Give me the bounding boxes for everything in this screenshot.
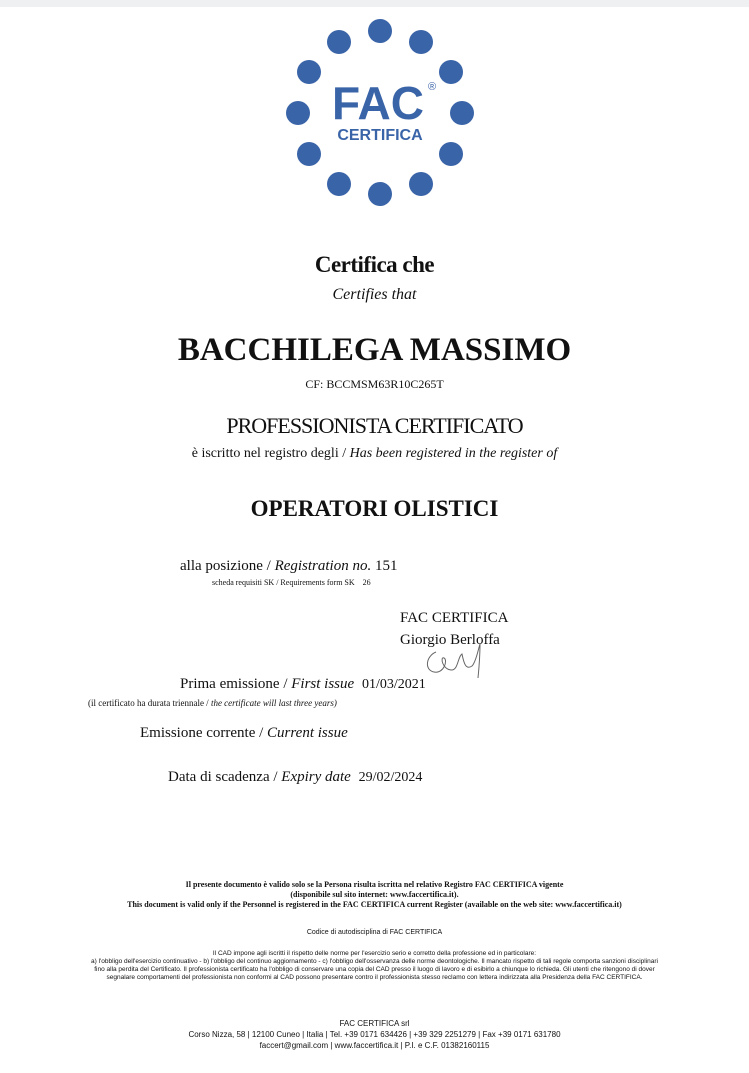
- expiry-label-en: Expiry date: [281, 769, 351, 785]
- registered-en: Has been registered in the register of: [349, 446, 558, 461]
- registration-number: 151: [374, 558, 398, 574]
- fac-certifica-logo: [285, 18, 475, 208]
- heading-en: Certifies that: [332, 286, 417, 303]
- code-line-2: a) l'obbligo dell'esercizio continuativo - b) l'obbligo del continuo aggiornamento - c) l'obbligo dell'osservanza delle norme deontologiche. Il mancato rispetto di tali regole comporta sanzioni disciplinari: [91, 958, 658, 965]
- logo-registered-mark: ®: [427, 81, 437, 93]
- current-issue-label-it: Emissione corrente /: [140, 725, 264, 741]
- code-title: Codice di autodisciplina di FAC CERTIFICA: [306, 929, 443, 936]
- registered-it: è iscritto nel registro degli /: [191, 446, 347, 461]
- expiry-date: 29/02/2024: [358, 770, 423, 785]
- footer-company: FAC CERTIFICA srl: [339, 1019, 410, 1028]
- signatory-name: Giorgio Berloffa: [400, 632, 500, 648]
- registration-label-en: Registration no.: [274, 558, 372, 574]
- person-cf: CF: BCCMSM63R10C265T: [305, 377, 444, 391]
- footer-contacts: faccert@gmail.com | www.faccertifica.it | P.I. e C.F. 01382160115: [259, 1041, 490, 1050]
- registration-line: [180, 558, 397, 575]
- validity-line-2: (disponibile sul sito internet: www.faccertifica.it).: [290, 890, 459, 899]
- sk-label: scheda requisiti SK / Requirements form SK: [212, 578, 355, 587]
- footer-address: Corso Nizza, 58 | 12100 Cuneo | Italia | Tel. +39 0171 634426 | +39 329 2251279 | Fax +39 0171 631780: [188, 1030, 561, 1039]
- expiry-line: [168, 769, 422, 786]
- heading-it: Certifica che: [314, 252, 435, 277]
- signature-scribble: [422, 640, 492, 680]
- status-title: PROFESSIONISTA CERTIFICATO: [226, 413, 523, 438]
- first-issue-date: 01/03/2021: [361, 677, 426, 692]
- validity-line-1: Il presente documento è valido solo se la Persona risulta iscritta nel relativo Registro FAC CERTIFICA vigente: [185, 880, 564, 889]
- signatory-org: FAC CERTIFICA: [400, 610, 509, 626]
- logo-sub: CERTIFICA: [337, 127, 423, 144]
- register-name: OPERATORI OLISTICI: [250, 496, 499, 521]
- code-line-1: Il CAD impone agli iscritti il rispetto delle norme per l'esercizio serio e corretto della professione ed in particolare:: [212, 950, 537, 957]
- person-name: BACCHILEGA MASSIMO: [177, 332, 572, 368]
- code-line-3: fino alla perdita del Certificato. Il professionista certificato ha l'obbligo di conservare una copia del CAD presso il luogo di lavoro e di esibirlo a chiunque lo richieda. Gli utenti che ritengono di dover: [94, 966, 655, 973]
- top-bar: [0, 0, 749, 7]
- sk-value: 26: [362, 578, 371, 587]
- registered-line: [0, 446, 749, 462]
- validity-line-3: This document is valid only if the Personnel is registered in the FAC CERTIFICA current Register (available on the web site: www.faccertifica.it): [127, 900, 622, 909]
- registration-label-it: alla posizione /: [180, 558, 271, 574]
- duration-note-it: (il certificato ha durata triennale /: [88, 698, 209, 708]
- current-issue-line: [140, 725, 348, 742]
- first-issue-line: [180, 676, 426, 693]
- duration-note: [88, 698, 337, 708]
- expiry-label-it: Data di scadenza /: [168, 769, 278, 785]
- sk-line: [212, 578, 371, 587]
- code-line-4: segnalare comportamenti del professionista non conformi al CAD possono presentare contro il professionista stesso reclamo con lettera indirizzata alla Presidenza della FAC CERTIFICA.: [106, 974, 643, 981]
- duration-note-en: the certificate will last three years): [210, 698, 337, 708]
- first-issue-label-it: Prima emissione /: [180, 676, 288, 692]
- current-issue-label-en: Current issue: [267, 725, 348, 741]
- first-issue-label-en: First issue: [291, 676, 355, 692]
- logo-brand: FAC: [332, 77, 424, 129]
